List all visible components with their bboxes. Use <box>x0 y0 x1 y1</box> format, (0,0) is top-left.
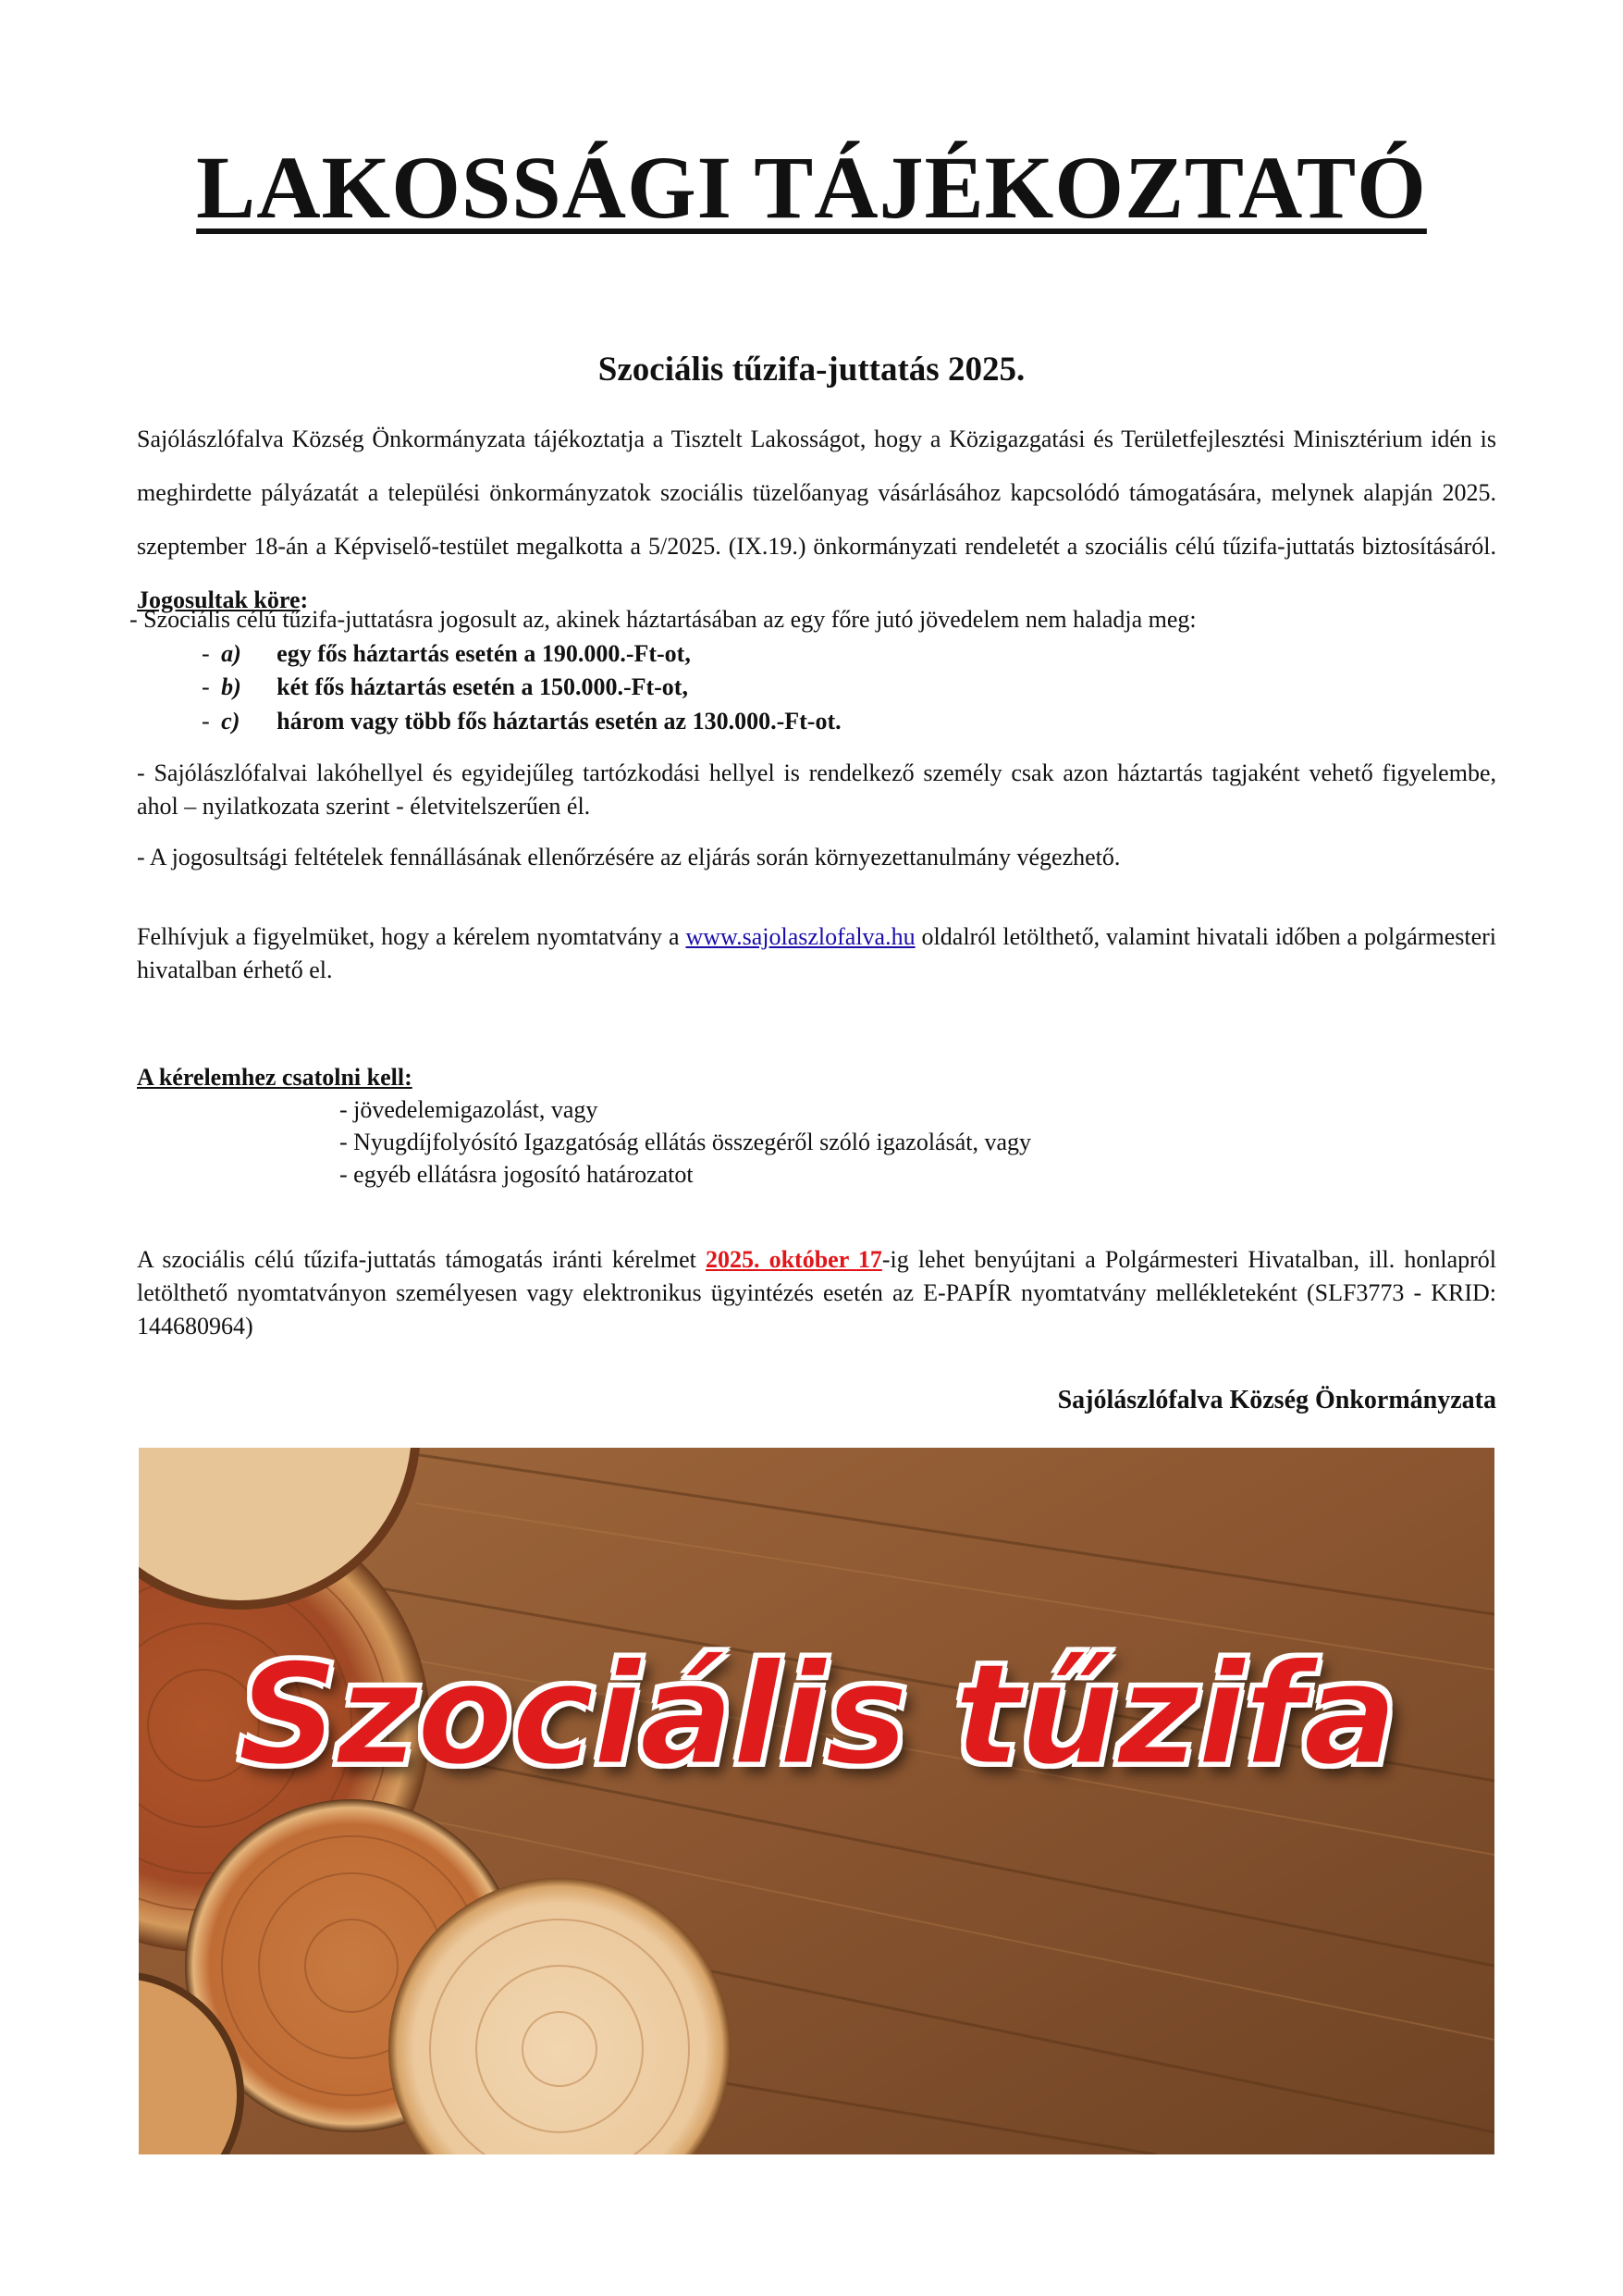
item-letter: c) <box>221 708 240 734</box>
firewood-banner-art <box>139 1448 1494 2154</box>
form-info-after: oldalról letölthető, valamint hivatali időben a polgármesteri hivatalban érhető el. <box>137 923 1496 983</box>
item-dash: - <box>202 673 210 700</box>
eligibility-item-b <box>202 671 688 704</box>
deadline-after: -ig lehet benyújtani a Polgármesteri Hivatalban, ill. honlapról letölthető nyomtatványon személyesen vagy elektronikus ügyintézés esetén az E-PAPÍR nyomtatvány mellékleteként (SLF3773 - KRID: 144680964) <box>137 1246 1496 1339</box>
intro-paragraph <box>137 413 1496 627</box>
form-info-before: Felhívjuk a figyelmüket, hogy a kérelem nyomtatvány a <box>137 923 686 950</box>
deadline-date: 2025. október 17 <box>705 1246 882 1273</box>
attachment-item: - Nyugdíjfolyósító Igazgatóság ellátás összegéről szóló igazolását, vagy <box>339 1129 1032 1155</box>
attachments-heading: A kérelemhez csatolni kell: <box>137 1064 412 1091</box>
item-text: egy fős háztartás esetén a 190.000.-Ft-ot, <box>277 640 691 667</box>
intro-text: Sajólászlófalva Község Önkormányzata tájékoztatja a Tisztelt Lakosságot, hogy a Közigazgatási és Területfejlesztési Minisztérium idén is meghirdette pályázatát a települési önkormányzatok szociális tüzelőanyag vásárlásához kapcsolódó támogatására, melynek alapján 2025. szeptember 18-án a Képviselő-testület megalkotta a 5/2025. (IX.19.) önkormányzati rendeletét a szociális célú tűzifa-juttatás biztosításáról. <box>137 426 1496 560</box>
website-link[interactable]: www.sajolaszlofalva.hu <box>685 923 916 950</box>
deadline-before: A szociális célú tűzifa-juttatás támogatás iránti kérelmet <box>137 1246 706 1273</box>
item-letter: b) <box>221 673 241 700</box>
item-dash: - <box>202 640 210 667</box>
firewood-banner-image <box>139 1448 1494 2154</box>
banner-title: Szociális tűzifa <box>237 1633 1396 1796</box>
attachment-item: - egyéb ellátásra jogosító határozatot <box>339 1161 694 1188</box>
signature: Sajólászlófalva Község Önkormányzata <box>1057 1386 1496 1414</box>
deadline-paragraph <box>137 1243 1496 1343</box>
attachment-item: - jövedelemigazolást, vagy <box>339 1096 598 1123</box>
survey-note: - A jogosultsági feltételek fennállásának ellenőrzésére az eljárás során környezettanulmány végezhető. <box>137 844 1121 870</box>
item-text: három vagy több fős háztartás esetén az 130.000.-Ft-ot. <box>277 708 842 734</box>
eligibility-lead: - Szociális célú tűzifa-juttatásra jogosult az, akinek háztartásában az egy főre jutó jövedelem nem haladja meg: <box>129 606 1197 633</box>
eligible-heading: Jogosultak köre <box>137 586 301 613</box>
eligibility-item-c <box>202 705 842 738</box>
item-letter: a) <box>221 640 241 667</box>
subtitle: Szociális tűzifa-juttatás 2025. <box>597 351 1026 389</box>
item-text: két fős háztartás esetén a 150.000.-Ft-ot, <box>277 673 688 700</box>
form-info <box>137 920 1496 987</box>
eligible-colon: : <box>300 586 309 613</box>
eligibility-item-a <box>202 637 691 671</box>
residence-note: - Sajólászlófalvai lakóhellyel és egyidejűleg tartózkodási hellyel is rendelkező személy csak azon háztartás tagjaként vehető figyelembe, ahol – nyilatkozata szerint - életvitelszerűen él. <box>137 759 1496 820</box>
item-dash: - <box>202 708 210 734</box>
page-title: LAKOSSÁGI TÁJÉKOZTATÓ <box>196 138 1427 237</box>
